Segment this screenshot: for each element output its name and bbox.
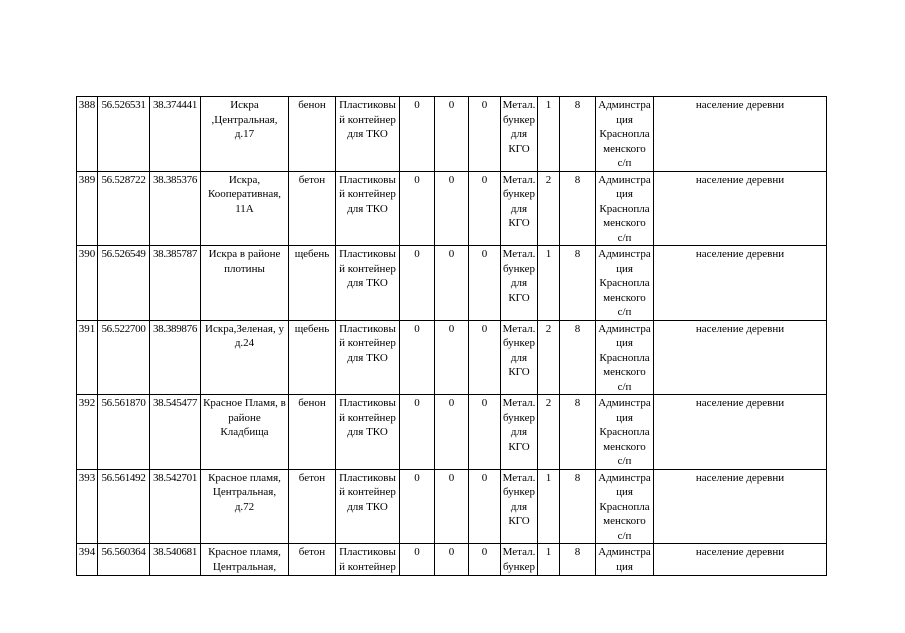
owner-cell-line: с/п <box>617 231 632 244</box>
row-number-text: 389 <box>78 173 96 186</box>
bin-count-cell-text: 1 <box>545 248 552 260</box>
count-cell-2 <box>435 469 469 544</box>
served-population-cell <box>654 544 827 576</box>
latitude-cell-text: 56.526531 <box>101 99 146 111</box>
longitude-cell-text: 38.545477 <box>152 397 198 409</box>
served-population-cell <box>654 395 827 470</box>
volume-cell-text: 8 <box>574 322 581 335</box>
count-cell-2-text: 0 <box>448 546 455 558</box>
address-cell-line: ,Центральная, <box>211 113 278 126</box>
served-population-cell <box>654 246 827 321</box>
volume-cell <box>560 246 596 321</box>
container-type-cell-line: й контейнер <box>339 560 396 573</box>
container-type-cell-line: й контейнер <box>339 113 396 126</box>
container-type-cell-line: для ТКО <box>347 500 388 513</box>
row-number-text: 392 <box>78 397 96 409</box>
owner-cell-line: Краснопла <box>599 500 650 513</box>
bin-count-cell <box>538 320 560 395</box>
longitude-cell <box>150 395 201 470</box>
count-cell-3 <box>469 544 501 576</box>
latitude-cell-text: 56.560364 <box>101 546 146 558</box>
owner-cell <box>596 171 654 246</box>
container-type-cell-line: Пластиковы <box>339 173 396 186</box>
count-cell-1-text: 0 <box>414 248 420 260</box>
address-cell-line: Искра, <box>228 173 261 186</box>
count-cell-2-text: 0 <box>448 248 455 260</box>
bulky-waste-bin-cell-line: для <box>510 500 528 513</box>
bulky-waste-bin-cell-line: Метал. <box>502 322 536 335</box>
bulky-waste-bin-cell-line: Метал. <box>502 546 536 558</box>
surface-cell-text: бетон <box>298 471 326 484</box>
container-type-cell-line: для ТКО <box>347 128 388 140</box>
count-cell-3 <box>469 395 501 470</box>
container-type-cell <box>336 97 400 172</box>
owner-cell <box>596 246 654 321</box>
address-cell <box>201 171 289 246</box>
count-cell-1-text: 0 <box>414 99 420 111</box>
owner-cell-line: Краснопла <box>599 351 650 364</box>
container-type-cell <box>336 395 400 470</box>
latitude-cell <box>98 469 150 544</box>
bulky-waste-bin-cell-line: КГО <box>508 366 530 378</box>
owner-cell-line: Краснопла <box>599 277 650 289</box>
surface-cell <box>289 320 336 395</box>
container-type-cell-line: Пластиковы <box>339 471 396 484</box>
bulky-waste-bin-cell <box>501 469 538 544</box>
volume-cell-text: 8 <box>574 173 581 186</box>
address-cell-line: Красное Пламя, в <box>203 397 286 409</box>
volume-cell-text: 8 <box>574 397 581 409</box>
table-row <box>77 320 827 395</box>
latitude-cell <box>98 395 150 470</box>
owner-cell-line: ция <box>616 262 633 275</box>
owner-cell-line: ция <box>616 113 633 126</box>
count-cell-2 <box>435 246 469 321</box>
owner-cell-line: менского <box>603 142 646 155</box>
bulky-waste-bin-cell-line: бункер <box>502 337 536 349</box>
bulky-waste-bin-cell-line: для <box>510 426 528 438</box>
address-cell-line: д.17 <box>234 128 255 140</box>
owner-cell-line: ция <box>616 560 633 573</box>
row-number-text: 390 <box>78 248 96 260</box>
count-cell-2 <box>435 171 469 246</box>
bulky-waste-bin-cell-line: КГО <box>508 515 530 527</box>
bulky-waste-bin-cell-line: Метал. <box>502 397 536 409</box>
address-cell-line: районе <box>228 411 261 424</box>
container-type-cell <box>336 246 400 321</box>
longitude-cell-text: 38.385787 <box>152 248 198 260</box>
latitude-cell-text: 56.561492 <box>101 471 146 484</box>
volume-cell <box>560 171 596 246</box>
address-cell <box>201 469 289 544</box>
row-number <box>77 97 98 172</box>
longitude-cell-text: 38.389876 <box>152 322 198 335</box>
address-cell-line: Красное пламя, <box>208 546 281 558</box>
bulky-waste-bin-cell-line: бункер <box>502 560 536 573</box>
address-cell <box>201 544 289 576</box>
container-type-cell-line: й контейнер <box>339 486 396 498</box>
surface-cell <box>289 246 336 321</box>
owner-cell-line: с/п <box>617 455 632 467</box>
container-type-cell-line: й контейнер <box>339 188 396 200</box>
count-cell-1-text: 0 <box>414 546 420 558</box>
served-population-cell <box>654 97 827 172</box>
served-population-cell-text: население деревни <box>695 248 785 260</box>
owner-cell-line: менского <box>603 515 646 527</box>
count-cell-1-text: 0 <box>414 397 420 409</box>
count-cell-3 <box>469 246 501 321</box>
longitude-cell <box>150 246 201 321</box>
surface-cell-text: бетон <box>298 546 326 558</box>
volume-cell-text: 8 <box>574 248 581 260</box>
count-cell-2 <box>435 544 469 576</box>
address-cell-line: Искра в районе <box>208 248 281 260</box>
owner-cell <box>596 395 654 470</box>
table-row <box>77 171 827 246</box>
table-row <box>77 469 827 544</box>
container-type-cell <box>336 544 400 576</box>
container-type-cell-line: Пластиковы <box>339 99 396 111</box>
owner-cell-line: Админстра <box>598 248 651 260</box>
latitude-cell-text: 56.526549 <box>101 248 146 260</box>
served-population-cell-text: население деревни <box>695 173 785 186</box>
bulky-waste-bin-cell <box>501 171 538 246</box>
row-number-text: 394 <box>78 546 96 558</box>
volume-cell <box>560 544 596 576</box>
longitude-cell-text: 38.540681 <box>152 546 198 558</box>
surface-cell <box>289 171 336 246</box>
owner-cell-line: ция <box>616 486 633 498</box>
container-type-cell-line: для ТКО <box>347 426 388 438</box>
owner-cell-line: с/п <box>617 306 632 318</box>
container-type-cell-line: й контейнер <box>339 337 396 349</box>
volume-cell-text: 8 <box>574 99 581 111</box>
count-cell-3 <box>469 469 501 544</box>
bulky-waste-bin-cell <box>501 544 538 576</box>
volume-cell <box>560 395 596 470</box>
owner-cell <box>596 97 654 172</box>
volume-cell-text: 8 <box>574 471 581 484</box>
bin-count-cell <box>538 544 560 576</box>
count-cell-1 <box>400 544 435 576</box>
longitude-cell <box>150 544 201 576</box>
longitude-cell <box>150 171 201 246</box>
bin-count-cell-text: 1 <box>545 99 552 111</box>
container-type-cell-line: й контейнер <box>339 411 396 424</box>
address-cell-line: плотины <box>224 262 265 275</box>
latitude-cell-text: 56.561870 <box>101 397 146 409</box>
table-row <box>77 544 827 576</box>
count-cell-2-text: 0 <box>448 99 455 111</box>
volume-cell <box>560 320 596 395</box>
address-cell-line: 11А <box>235 202 254 215</box>
address-cell-line: д.24 <box>234 337 255 349</box>
count-cell-1-text: 0 <box>414 322 420 335</box>
surface-cell-text: бенон <box>298 397 326 409</box>
surface-cell <box>289 395 336 470</box>
longitude-cell-text: 38.542701 <box>152 471 198 484</box>
row-number-text: 391 <box>78 322 96 335</box>
bin-count-cell-text: 2 <box>545 173 552 186</box>
count-cell-1 <box>400 469 435 544</box>
bulky-waste-bin-cell-line: Метал. <box>502 471 536 484</box>
count-cell-1-text: 0 <box>414 471 420 484</box>
row-number-text: 393 <box>78 471 96 484</box>
count-cell-1 <box>400 395 435 470</box>
bulky-waste-bin-cell-line: для <box>510 351 528 364</box>
address-cell <box>201 246 289 321</box>
container-type-cell-line: Пластиковы <box>339 546 396 558</box>
owner-cell-line: Админстра <box>598 471 651 484</box>
bulky-waste-bin-cell-line: Метал. <box>502 99 536 111</box>
owner-cell-line: Админстра <box>598 397 651 409</box>
address-cell-line: Искра <box>230 99 259 111</box>
bulky-waste-bin-cell-line: Метал. <box>502 248 536 260</box>
count-cell-3-text: 0 <box>481 397 488 409</box>
container-type-cell-line: для ТКО <box>347 277 388 289</box>
owner-cell-line: Краснопла <box>599 128 650 140</box>
container-type-cell <box>336 320 400 395</box>
owner-cell-line: ция <box>616 188 633 200</box>
count-cell-3 <box>469 171 501 246</box>
address-cell-line: Красное пламя, <box>208 471 281 484</box>
volume-cell-text: 8 <box>574 546 581 558</box>
served-population-cell-text: население деревни <box>695 322 785 335</box>
bin-count-cell <box>538 395 560 470</box>
bin-count-cell-text: 1 <box>545 471 552 484</box>
count-cell-3-text: 0 <box>481 471 488 484</box>
bin-count-cell-text: 2 <box>545 322 552 335</box>
owner-cell-line: менского <box>603 217 646 229</box>
bulky-waste-bin-cell-line: для <box>510 202 528 215</box>
volume-cell <box>560 469 596 544</box>
longitude-cell <box>150 469 201 544</box>
owner-cell-line: с/п <box>617 157 632 169</box>
address-cell-line: Кладбища <box>220 426 269 438</box>
container-type-cell-line: для ТКО <box>347 351 388 364</box>
bulky-waste-bin-cell-line: бункер <box>502 486 536 498</box>
bulky-waste-bin-cell <box>501 320 538 395</box>
container-type-cell-line: й контейнер <box>339 262 396 275</box>
served-population-cell-text: население деревни <box>695 471 785 484</box>
count-cell-2-text: 0 <box>448 322 455 335</box>
latitude-cell <box>98 246 150 321</box>
table-body <box>77 97 827 576</box>
container-type-cell-line: Пластиковы <box>339 322 396 335</box>
bulky-waste-bin-cell-line: бункер <box>502 113 536 126</box>
count-cell-1 <box>400 320 435 395</box>
surface-cell-text: щебень <box>294 248 330 260</box>
bulky-waste-bin-cell <box>501 97 538 172</box>
count-cell-2 <box>435 97 469 172</box>
bulky-waste-bin-cell-line: КГО <box>508 217 530 229</box>
count-cell-3-text: 0 <box>481 248 488 260</box>
count-cell-2-text: 0 <box>448 397 455 409</box>
container-type-cell <box>336 171 400 246</box>
container-type-cell-line: для ТКО <box>347 202 388 215</box>
bulky-waste-bin-cell-line: бункер <box>502 188 536 200</box>
owner-cell-line: Админстра <box>598 546 651 558</box>
bulky-waste-bin-cell-line: бункер <box>502 411 536 424</box>
row-number <box>77 320 98 395</box>
bin-count-cell <box>538 171 560 246</box>
bulky-waste-bin-cell-line: КГО <box>508 440 530 453</box>
bin-count-cell <box>538 469 560 544</box>
bin-count-cell-text: 1 <box>545 546 552 558</box>
owner-cell-line: ция <box>616 337 633 349</box>
count-cell-3 <box>469 320 501 395</box>
owner-cell-line: менского <box>603 291 646 304</box>
address-cell-line: д.72 <box>234 500 255 513</box>
latitude-cell <box>98 320 150 395</box>
longitude-cell <box>150 97 201 172</box>
bin-count-cell <box>538 97 560 172</box>
latitude-cell-text: 56.528722 <box>101 173 146 186</box>
bulky-waste-bin-cell-line: бункер <box>502 262 536 275</box>
served-population-cell <box>654 469 827 544</box>
count-cell-1-text: 0 <box>414 173 420 186</box>
container-type-cell-line: Пластиковы <box>339 248 396 260</box>
count-cell-2-text: 0 <box>448 173 455 186</box>
served-population-cell <box>654 171 827 246</box>
owner-cell <box>596 320 654 395</box>
count-cell-1 <box>400 171 435 246</box>
count-cell-2 <box>435 320 469 395</box>
table-row <box>77 246 827 321</box>
owner-cell-line: менского <box>603 440 646 453</box>
bulky-waste-bin-cell <box>501 395 538 470</box>
owner-cell-line: ция <box>616 411 633 424</box>
bulky-waste-bin-cell-line: для <box>510 277 528 289</box>
latitude-cell <box>98 544 150 576</box>
row-number <box>77 246 98 321</box>
row-number <box>77 395 98 470</box>
owner-cell-line: с/п <box>617 529 632 542</box>
owner-cell-line: с/п <box>617 380 632 393</box>
count-cell-3-text: 0 <box>481 546 488 558</box>
table-row <box>77 395 827 470</box>
served-population-cell-text: население деревни <box>695 397 785 409</box>
address-cell <box>201 320 289 395</box>
served-population-cell-text: население деревни <box>695 99 785 111</box>
latitude-cell <box>98 171 150 246</box>
longitude-cell-text: 38.374441 <box>152 99 198 111</box>
volume-cell <box>560 97 596 172</box>
bulky-waste-bin-cell <box>501 246 538 321</box>
row-number <box>77 469 98 544</box>
bulky-waste-bin-cell-line: для <box>510 128 528 140</box>
served-population-cell-text: население деревни <box>695 546 785 558</box>
count-cell-3-text: 0 <box>481 99 488 111</box>
bin-count-cell-text: 2 <box>545 397 552 409</box>
longitude-cell-text: 38.385376 <box>152 173 198 186</box>
container-type-cell <box>336 469 400 544</box>
count-cell-3 <box>469 97 501 172</box>
owner-cell-line: менского <box>603 366 646 378</box>
bulky-waste-bin-cell-line: КГО <box>508 142 530 155</box>
table-row <box>77 97 827 172</box>
surface-cell <box>289 469 336 544</box>
count-cell-3-text: 0 <box>481 173 488 186</box>
count-cell-2-text: 0 <box>448 471 455 484</box>
surface-cell <box>289 544 336 576</box>
surface-cell-text: бенон <box>298 99 326 111</box>
owner-cell <box>596 544 654 576</box>
owner-cell-line: Админстра <box>598 322 651 335</box>
longitude-cell <box>150 320 201 395</box>
row-number-text: 388 <box>78 99 96 111</box>
bin-count-cell <box>538 246 560 321</box>
bulky-waste-bin-cell-line: Метал. <box>502 173 536 186</box>
owner-cell-line: Админстра <box>598 173 651 186</box>
row-number <box>77 544 98 576</box>
container-type-cell-line: Пластиковы <box>339 397 396 409</box>
served-population-cell <box>654 320 827 395</box>
count-cell-1 <box>400 97 435 172</box>
address-cell-line: Кооперативная, <box>207 188 282 200</box>
surface-cell-text: щебень <box>294 322 330 335</box>
owner-cell <box>596 469 654 544</box>
address-cell <box>201 395 289 470</box>
latitude-cell-text: 56.522700 <box>101 322 146 335</box>
surface-cell <box>289 97 336 172</box>
address-cell-line: Центральная, <box>212 486 277 498</box>
count-cell-1 <box>400 246 435 321</box>
latitude-cell <box>98 97 150 172</box>
address-cell-line: Центральная, <box>212 560 277 573</box>
address-cell-line: Искра,Зеленая, у <box>205 322 284 335</box>
surface-cell-text: бетон <box>298 173 326 186</box>
address-cell <box>201 97 289 172</box>
count-cell-3-text: 0 <box>481 322 488 335</box>
row-number <box>77 171 98 246</box>
owner-cell-line: Админстра <box>598 99 651 111</box>
owner-cell-line: Краснопла <box>599 202 650 215</box>
owner-cell-line: Краснопла <box>599 426 650 438</box>
bulky-waste-bin-cell-line: КГО <box>508 291 530 304</box>
count-cell-2 <box>435 395 469 470</box>
waste-sites-table <box>76 96 827 576</box>
